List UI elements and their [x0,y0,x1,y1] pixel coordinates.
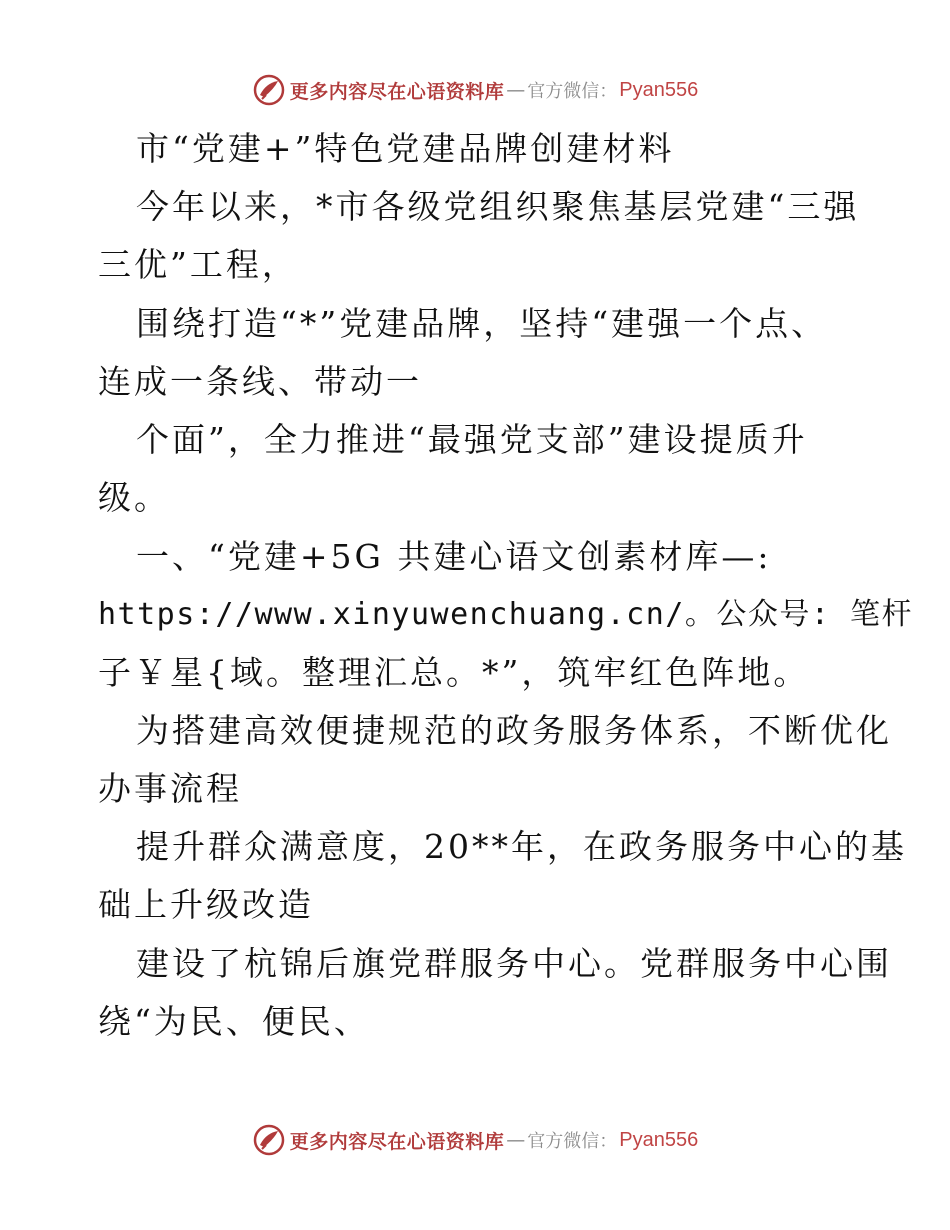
doc-title: 市“党建+”特色党建品牌创建材料 [136,129,675,168]
banner-wechat-id: Pyan556 [619,1128,699,1151]
doc-paragraph-line: 连成一条线、带动一 [98,362,422,401]
banner-brand-text: 更多内容尽在心语资料库 [289,1130,505,1153]
doc-url-line: https://www.xinyuwenchuang.cn/。公众号: 笔杆 [98,597,913,632]
doc-paragraph-line: 今年以来，*市各级党组织聚焦基层党建“三强 [136,187,860,226]
banner-separator: — [506,79,526,101]
banner-wechat-label: 官方微信： [527,1131,618,1152]
doc-paragraph-line: 级。 [98,478,170,517]
pen-logo-icon [252,73,286,107]
doc-paragraph-line: 三优”工程， [98,245,298,284]
banner-wechat-label: 官方微信： [527,81,618,102]
doc-paragraph-line: 为搭建高效便捷规范的政务服务体系，不断优化 [136,711,892,750]
doc-paragraph-line: 围绕打造“*”党建品牌，坚持“建强一个点、 [136,304,828,343]
header-banner [0,70,950,110]
banner-wechat-id: Pyan556 [619,78,699,101]
banner-brand-text: 更多内容尽在心语资料库 [289,80,505,103]
banner-separator: — [506,1129,526,1151]
pen-logo-icon [252,1123,286,1157]
footer-banner [0,1120,950,1160]
doc-paragraph-line: 个面”，全力推进“最强党支部”建设提质升 [136,420,808,459]
doc-paragraph-line: 一、“党建+5G 共建心语文创素材库—: [136,537,772,576]
doc-paragraph-line: 提升群众满意度，20**年，在政务服务中心的基 [136,827,907,866]
doc-paragraph-line: 建设了杭锦后旗党群服务中心。党群服务中心围 [136,944,892,983]
doc-paragraph-line: 子￥星{域。整理汇总。*”，筑牢红色阵地。 [98,653,810,692]
doc-paragraph-line: 础上升级改造 [98,885,314,924]
doc-paragraph-line: 绕“为民、便民、 [98,1002,370,1041]
doc-paragraph-line: 办事流程 [98,769,242,808]
